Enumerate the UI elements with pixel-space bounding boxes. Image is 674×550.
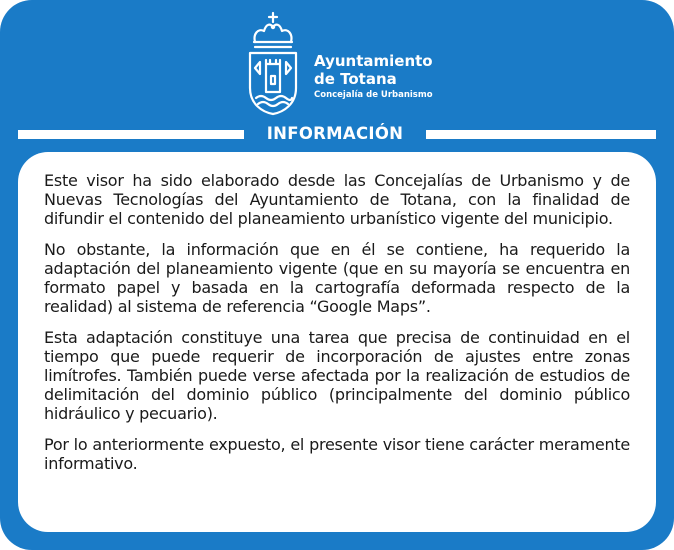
info-paragraph-1: Este visor ha sido elaborado desde las Concejalías de Urbanismo y de Nuevas Tecnologías del Ayuntamiento de Totana, con la finalidad de difundir el contenido del planeamiento urbanístico vigente del municipio. (44, 171, 630, 228)
info-paragraph-3: Esta adaptación constituye una tarea que precisa de continuidad en el tiempo que puede requerir de incorporación de ajustes entre zonas limítrofes. También puede verse afectada por la realización de estudios de delimitación del dominio público (principalmente del dominio público hidráulico y pecuario). (44, 328, 630, 423)
section-title: INFORMACIÓN (266, 124, 404, 143)
info-card (18, 152, 656, 532)
heading-divider-left (18, 130, 244, 139)
org-name-line2: de Totana (314, 70, 397, 88)
coat-of-arms-icon (244, 10, 304, 116)
info-paragraph-2: No obstante, la información que en él se contiene, ha requerido la adaptación del planeamiento vigente (que en su mayoría se encuentra en formato papel y basada en la cartografía deformada respecto de la realidad) al sistema de referencia “Google Maps”. (44, 240, 630, 316)
org-name (314, 52, 433, 88)
header-logo (244, 10, 544, 120)
org-department: Concejalía de Urbanismo (314, 90, 433, 100)
org-name-line1: Ayuntamiento (314, 52, 433, 70)
heading-divider-right (426, 130, 656, 139)
info-paragraph-4: Por lo anteriormente expuesto, el presente visor tiene carácter meramente informativo. (44, 435, 630, 473)
